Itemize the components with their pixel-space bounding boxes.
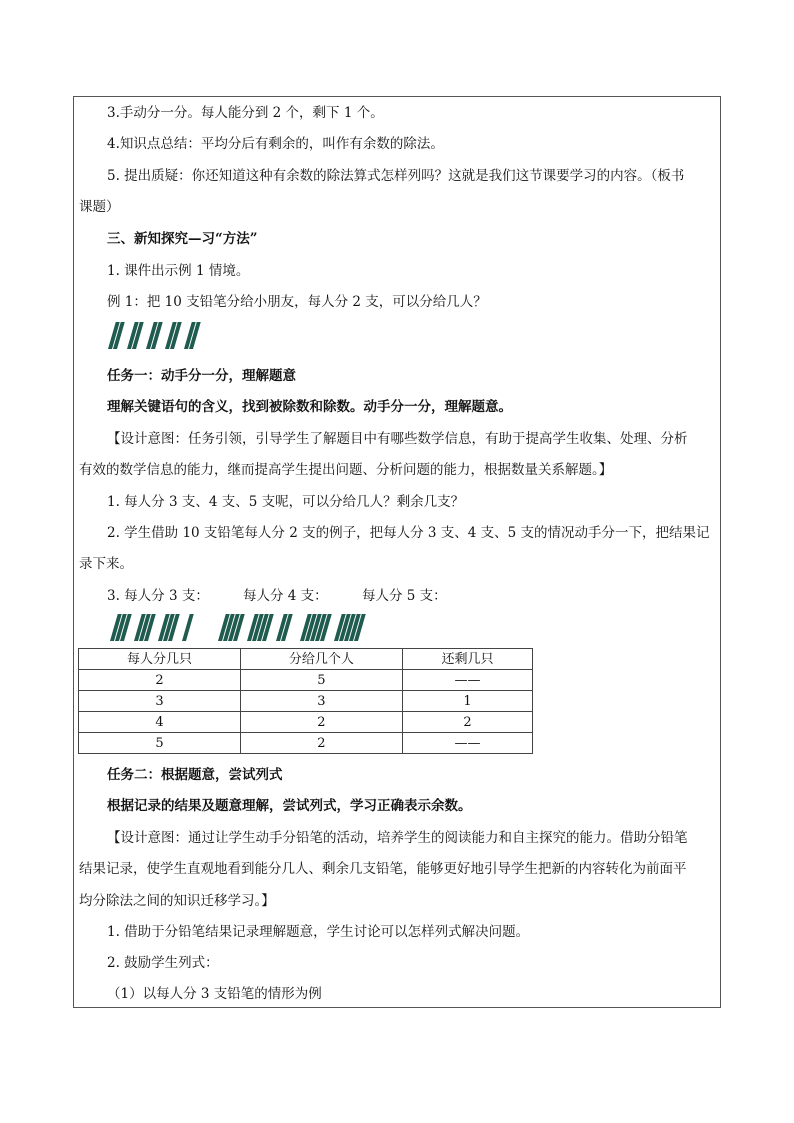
step-s1: 1. 借助于分铅笔结果记录理解题意，学生讨论可以怎样列式解决问题。 (107, 924, 530, 940)
table-cell: 3 (240, 691, 402, 712)
section-3-heading: 三、新知探究—习“方法” (107, 231, 258, 247)
task-1-description: 理解关键语句的含义，找到被除数和除数。动手分一分，理解题意。 (107, 399, 512, 415)
table-row (79, 733, 533, 754)
label-five-each: 每人分 5 支： (362, 588, 447, 604)
table-cell: 2 (79, 670, 241, 691)
task-2-title: 任务二：根据题意，尝试列式 (107, 767, 283, 783)
example-pencil-groups (108, 322, 248, 352)
example-1-text: 例 1：把 10 支铅笔分给小朋友，每人分 2 支，可以分给几人？ (107, 294, 487, 310)
table-row (79, 670, 533, 691)
table-cell: 4 (79, 712, 241, 733)
table-cell: 3 (79, 691, 241, 712)
table-cell: —— (402, 670, 532, 691)
label-three-each: 3. 每人分 3 支： (107, 588, 209, 604)
question-1: 1. 每人分 3 支、4 支、5 支呢，可以分给几人？剩余几支？ (107, 494, 465, 510)
step-4-summary: 4.知识点总结：平均分后有剩余的，叫作有余数的除法。 (107, 136, 444, 152)
step-s3: （1）以每人分 3 支铅笔的情形为例 (107, 986, 322, 1002)
table-cell: 1 (402, 691, 532, 712)
pencil-icon (182, 614, 194, 641)
design-intent-2-cont2: 均分除法之间的知识迁移学习。】 (79, 893, 275, 909)
step-5-question-cont: 课题） (79, 199, 120, 215)
table-header-row (79, 649, 533, 670)
table-cell: 5 (240, 670, 402, 691)
table-header-cell: 还剩几只 (402, 649, 532, 670)
table-header-cell: 每人分几只 (79, 649, 241, 670)
table-row (79, 691, 533, 712)
design-intent-1: 【设计意图：任务引领，引导学生了解题目中有哪些数学信息，有助于提高学生收集、处理、分析 (107, 431, 688, 447)
pencil-groups-five-each (300, 614, 430, 644)
table-cell: 5 (79, 733, 241, 754)
result-record-table (78, 648, 533, 754)
courseware-line: 1. 课件出示例 1 情境。 (107, 263, 250, 279)
pencil-groups-three-each (110, 614, 210, 644)
label-four-each: 每人分 4 支： (243, 588, 328, 604)
step-s2: 2. 鼓励学生列式： (107, 955, 219, 971)
design-intent-1-cont: 有效的数学信息的能力，继而提高学生提出问题、分析问题的能力，根据数量关系解题。】 (79, 462, 613, 478)
task-2-description: 根据记录的结果及题意理解，尝试列式，学习正确表示余数。 (107, 798, 472, 814)
table-cell: 2 (240, 712, 402, 733)
table-header-cell: 分给几个人 (240, 649, 402, 670)
table-cell: —— (402, 733, 532, 754)
design-intent-2-cont1: 结果记录，使学生直观地看到能分几人、剩余几支铅笔，能够更好地引导学生把新的内容转化为前面平 (79, 861, 687, 877)
question-2-cont: 录下来。 (79, 556, 133, 572)
task-1-title: 任务一：动手分一分，理解题意 (107, 368, 296, 384)
step-5-question: 5. 提出质疑：你还知道这种有余数的除法算式怎样列吗？这就是我们这节课要学习的内容。（板书 (107, 168, 685, 184)
table-cell: 2 (240, 733, 402, 754)
question-2: 2. 学生借助 10 支铅笔每人分 2 支的例子，把每人分 3 支、4 支、5 支的情况动手分一下，把结果记 (107, 525, 710, 541)
design-intent-2: 【设计意图：通过让学生动手分铅笔的活动，培养学生的阅读能力和自主探究的能力。借助分铅笔 (107, 830, 688, 846)
table-row (79, 712, 533, 733)
table-cell: 2 (402, 712, 532, 733)
step-3-line: 3.手动分一分。每人能分到 2 个，剩下 1 个。 (107, 105, 384, 121)
